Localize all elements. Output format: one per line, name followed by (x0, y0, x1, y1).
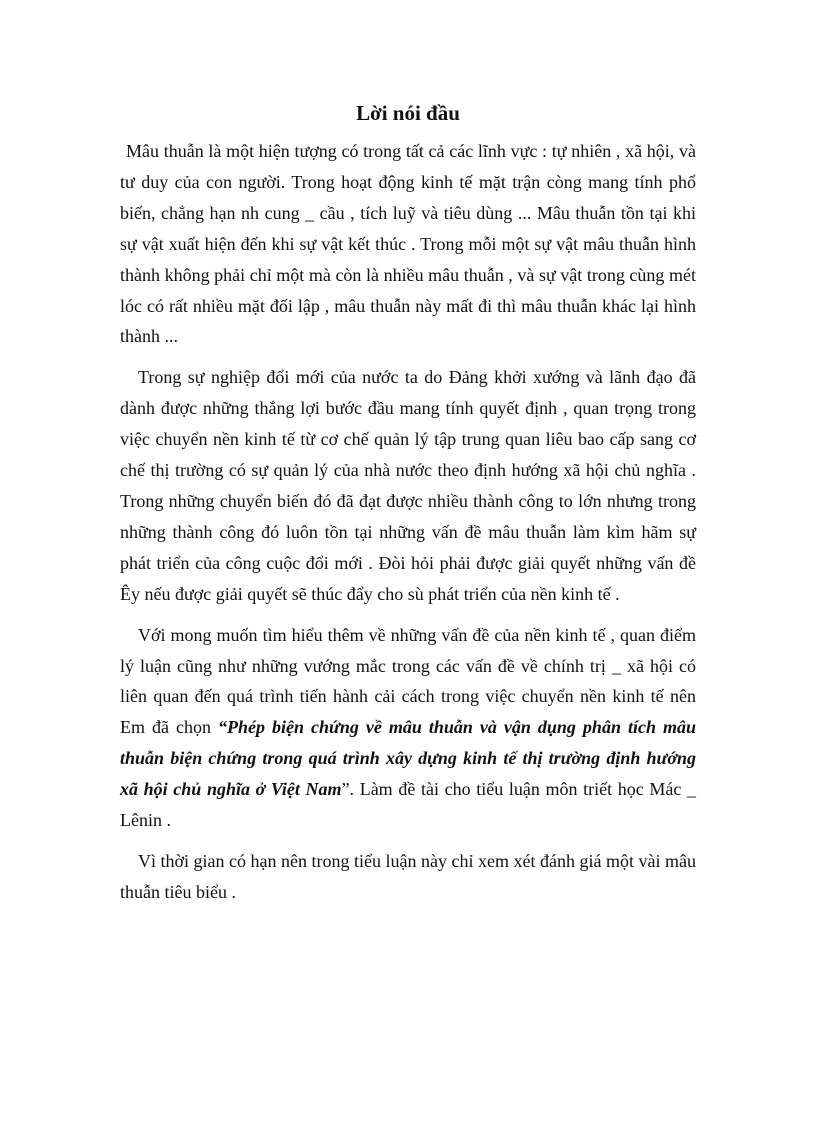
page-title: Lời nói đầu (356, 101, 460, 125)
paragraph-1: Mâu thuẫn là một hiện tượng có trong tất cả các lĩnh vực : tự nhiên , xã hội, và tư duy của con người. Trong hoạt động kinh tế mặt trận còng mang tính phổ biến, chẳng hạn nh cung _ cầu , tích luỹ và tiêu dùng ... Mâu thuẫn tồn tại khi sự vật xuất hiện đến khi sự vật kết thúc . Trong mỗi một sự vật mâu thuẫn hình thành không phải chỉ một mà còn là nhiều mâu thuẫn , và sự vật trong cùng mét lóc có rất nhiều mặt đối lập , mâu thuẫn này mất đi thì mâu thuẫn khác lại hình thành ... (120, 141, 696, 347)
paragraph-4: Vì thời gian có hạn nên trong tiểu luận này chỉ xem xét đánh giá một vài mâu thuẫn tiêu biểu . (120, 850, 696, 902)
essay-topic-title: “Phép biện chứng về mâu thuẫn và vận dụng phân tích mâu thuẫn biện chứng trong quá trình xây dựng kinh tế thị trường định hướng xã hội chủ nghĩa ở Việt Nam (120, 717, 696, 800)
paragraph-3 (120, 620, 696, 836)
paragraph-3-text-after: ”. Làm đề tài cho tiểu luận môn triết học Mác _ Lênin . (120, 779, 696, 831)
paragraph-3-text-before: Với mong muốn tìm hiểu thêm về những vấn đề của nền kinh tế , quan điểm lý luận cũng như những vướng mắc trong các vấn đề về chính trị _ xã hội có liên quan đến quá trình tiến hành cải cách trong việc chuyển nền kinh tế nên Em đã chọn (120, 624, 696, 738)
paragraph-2: Trong sự nghiệp đổi mới của nước ta do Đảng khởi xướng và lãnh đạo đã dành được những thắng lợi bước đầu mang tính quyết định , quan trọng trong việc chuyển nền kinh tế từ cơ chế quản lý tập trung quan liêu bao cấp sang cơ chế thị trường có sự quản lý của nhà nước theo định hướng xã hội chủ nghĩa . Trong những chuyển biến đó đã đạt được nhiều thành công to lớn nhưng trong những thành công đó luôn tồn tại những vấn đề mâu thuẫn làm kìm hãm sự phát triển của công cuộc đổi mới . Đòi hỏi phải được giải quyết những vấn đề Êy nếu được giải quyết sẽ thúc đẩy cho sù phát triển của nền kinh tế . (120, 367, 696, 604)
